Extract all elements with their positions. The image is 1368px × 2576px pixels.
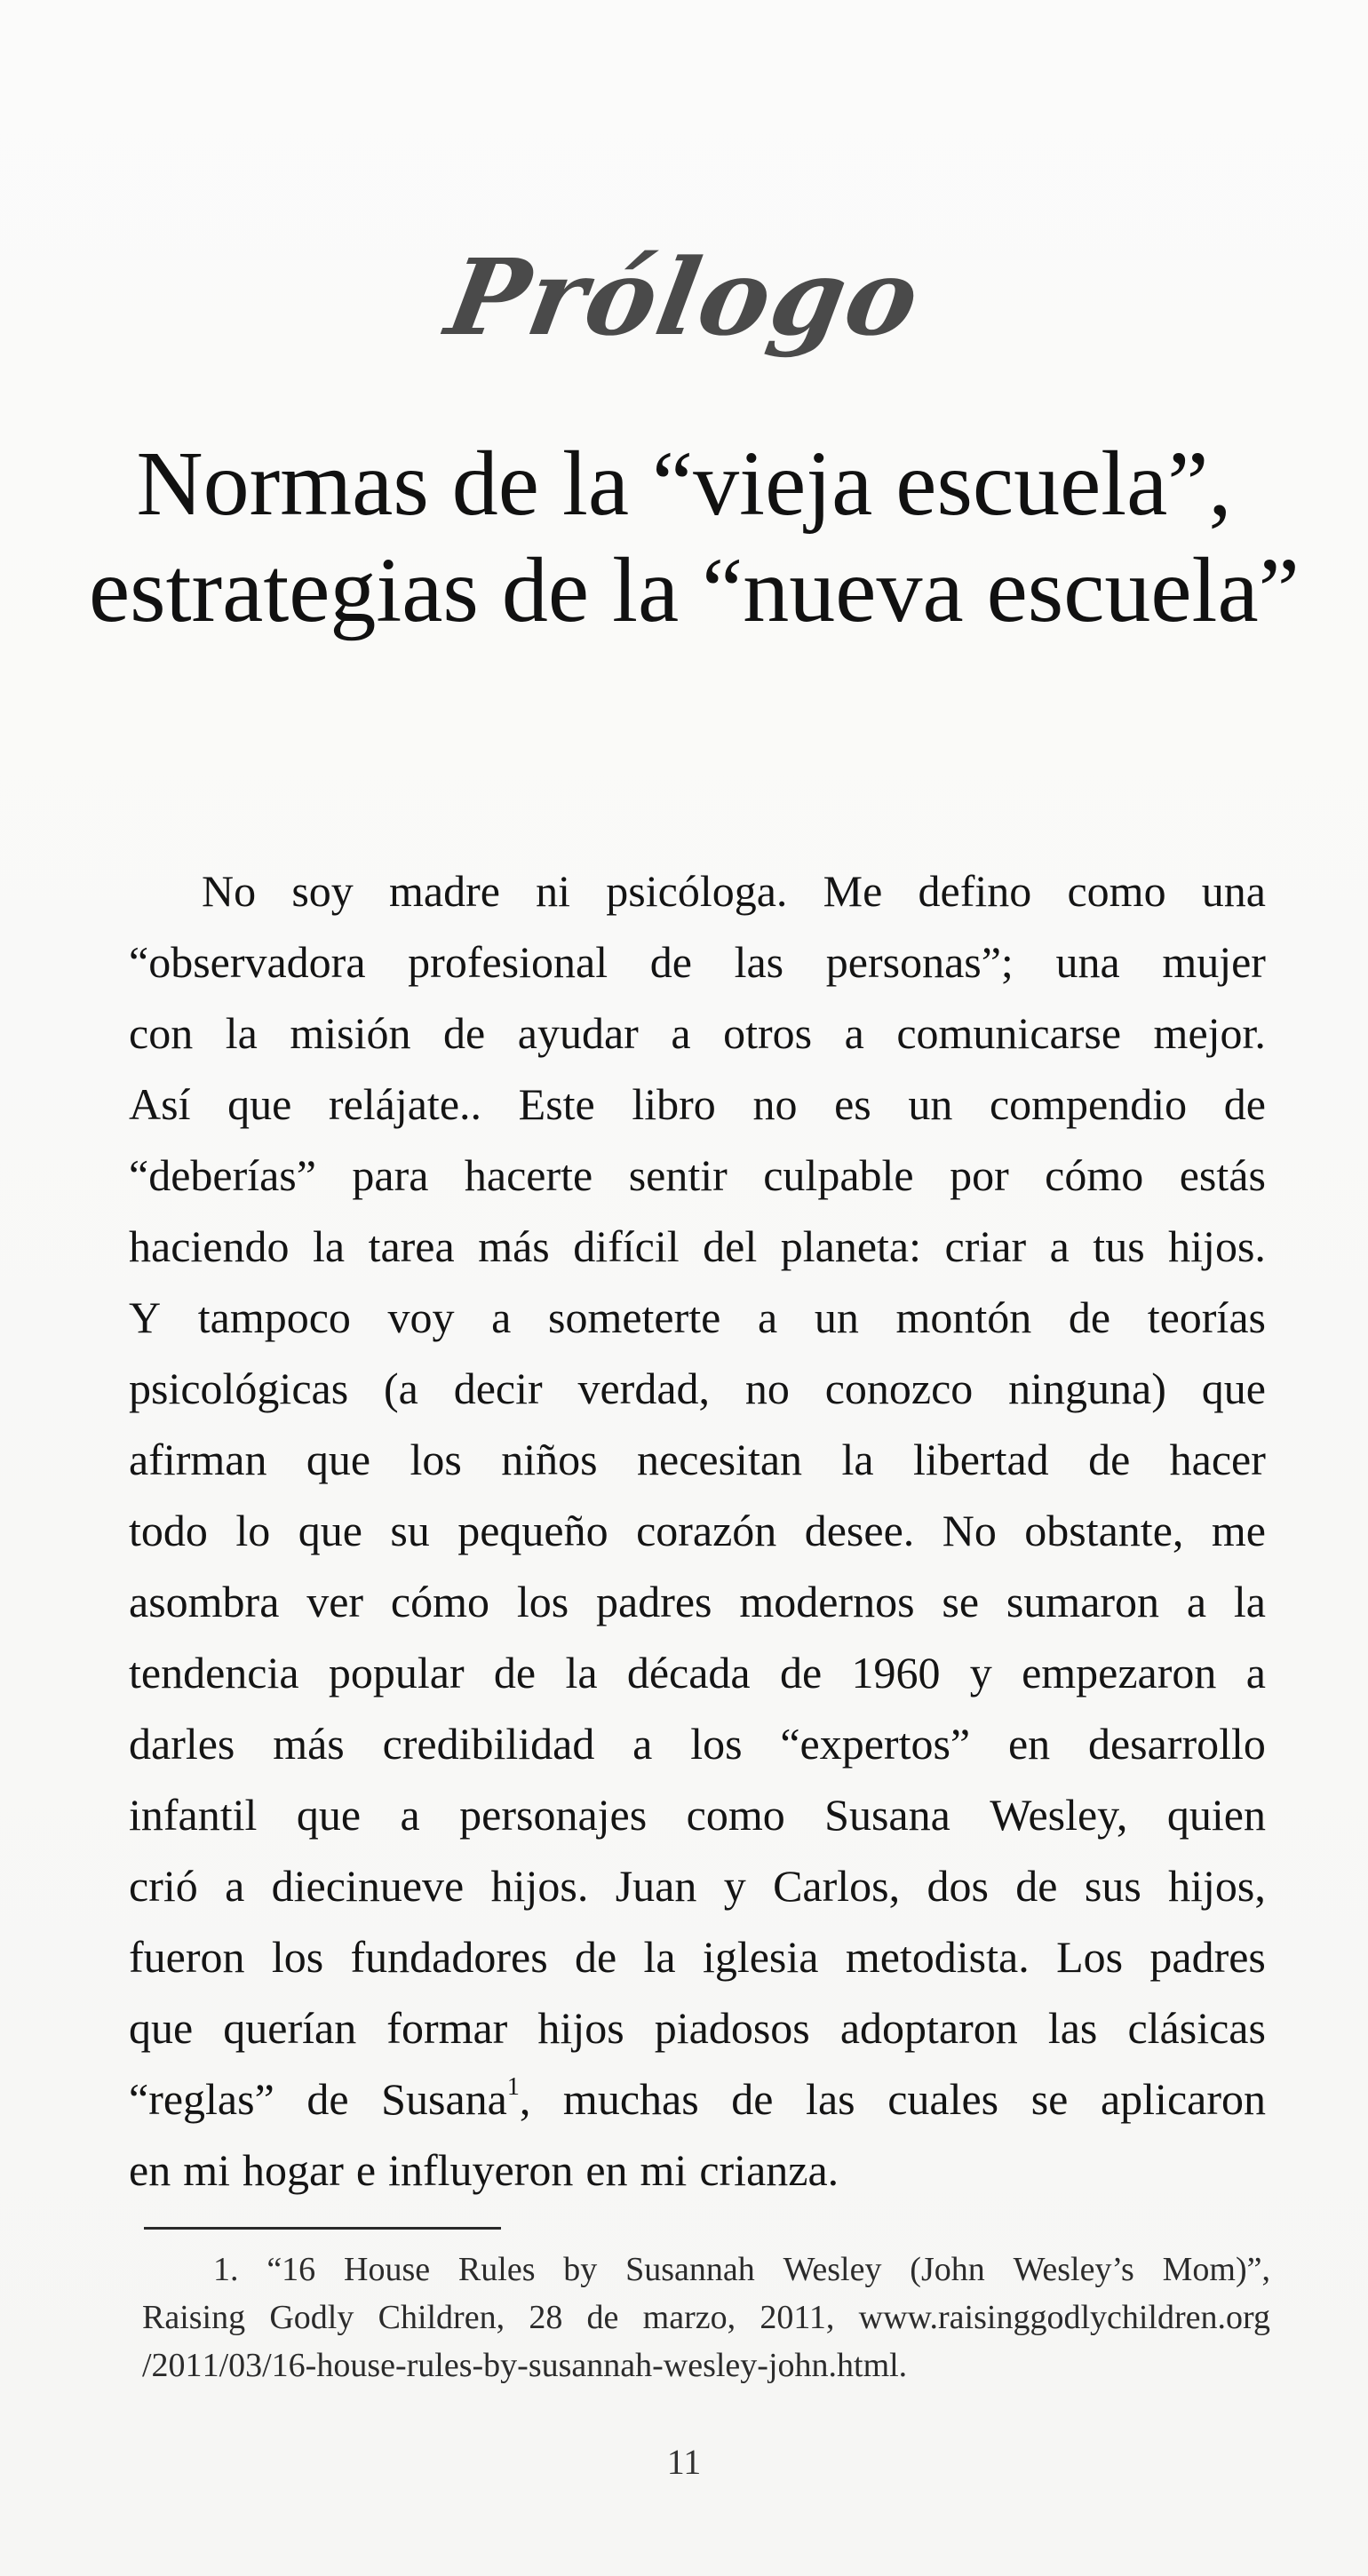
word: hogar [243,2145,344,2195]
word: someterte [547,1292,721,1342]
word: los [690,1719,743,1769]
word: tampoco [197,1292,351,1342]
body-paragraph [129,855,1266,2206]
word: afirman [129,1435,267,1484]
word: cuales [887,2074,999,2124]
word: que [306,1435,371,1484]
word: Wesley [783,2251,882,2288]
word: a [400,1790,420,1840]
word: culpable [763,1150,914,1200]
word: que [296,1790,362,1840]
word: los [516,1577,569,1626]
word: 28 [529,2299,563,2336]
word: en [129,2145,171,2195]
word: hijos [537,2003,624,2053]
text-line [129,1069,1266,1140]
footnote-divider [144,2227,501,2230]
text-line [129,1282,1266,1353]
word: la [225,1008,258,1058]
word: querían [223,2003,357,2053]
word: de [1068,1292,1111,1342]
word: sumaron [1006,1577,1160,1626]
word: la [312,1221,346,1271]
word: 1. [213,2251,239,2288]
word: Juan [615,1861,697,1911]
word: una [1201,866,1266,916]
word: credibilidad [382,1719,595,1769]
word: muchas [562,2074,699,2124]
word: 2011, [760,2299,835,2336]
word: libro [632,1079,716,1129]
word: sus [1084,1861,1141,1911]
word: popular [328,1648,465,1697]
word: cómo [390,1577,489,1626]
word: tendencia [129,1648,299,1697]
text-line [129,1353,1266,1424]
footnote-line [142,2294,1270,2341]
text-line [129,1637,1266,1708]
word: decir [453,1364,543,1413]
word: piadosos [654,2003,810,2053]
word: Wesley, [990,1790,1128,1840]
footnote-marker: 1 [506,2073,520,2101]
word: relájate.. [328,1079,482,1129]
text-line [129,1992,1266,2063]
word: iglesia [702,1932,819,1982]
word: no [744,1364,790,1413]
word: padres [1149,1932,1266,1982]
word: asombra [129,1577,280,1626]
word: Susana [824,1790,950,1840]
word: las [1047,2003,1098,2053]
word: de [1088,1435,1131,1484]
chapter-title [89,431,1300,644]
word: pequeño [457,1506,608,1555]
word: crianza. [699,2145,839,2195]
word: 1/03/16-house-rules-by-susannah-wesley-john.html. [202,2347,908,2384]
word: hijos, [1168,1861,1266,1911]
word: la [1233,1577,1266,1626]
footnote-line [142,2341,1270,2389]
word: defino [918,866,1032,916]
word: 1960 [851,1648,941,1697]
page-number: 11 [666,2442,702,2482]
word: de [649,937,692,987]
word: sentir [628,1150,728,1200]
word: de [1015,1861,1058,1911]
text-line [129,1140,1266,1211]
word: Carlos, [773,1861,901,1911]
word: tarea [368,1221,455,1271]
word: una [1055,937,1120,987]
word: Rules [457,2251,536,2288]
word: Así [129,1079,191,1129]
word: “16 [266,2251,316,2288]
word: diecinueve [271,1861,465,1911]
word: me [1211,1506,1266,1555]
chapter-title-line: Normas de la “vieja escuela”, [136,433,1232,535]
word: mi [183,2145,230,2195]
text-line [129,2063,1266,2135]
word: fueron [129,1932,245,1982]
text-line [129,855,1266,926]
word: lo [235,1506,271,1555]
word: que [298,1506,362,1555]
word: Me [823,866,883,916]
text-line [129,998,1266,1069]
word: dos [927,1861,989,1911]
word: formar [386,2003,508,2053]
word: más [273,1719,345,1769]
text-line [129,1850,1266,1921]
word: del [703,1221,758,1271]
word: hijos. [1168,1221,1266,1271]
word: que [227,1079,292,1129]
word: “expertos” [780,1719,971,1769]
word: en [585,2145,628,2195]
word: estás [1179,1150,1266,1200]
word: Susannah [625,2251,755,2288]
footnote [142,2246,1270,2389]
text-line [129,2135,1266,2206]
word: hacerte [464,1150,593,1200]
word: padres [596,1577,712,1626]
word: la [565,1648,598,1697]
word: planeta: [780,1221,922,1271]
word: década [626,1648,751,1697]
word: difícil [573,1221,680,1271]
word: by [563,2251,598,2288]
word: a [225,1861,245,1911]
word: “reglas” [129,2074,274,2124]
text-line [129,926,1266,998]
word: para [352,1150,429,1200]
word: a [491,1292,512,1342]
word: las [806,2074,855,2124]
text-line [129,1566,1266,1637]
word: a [671,1008,691,1058]
word: fundadores [350,1932,548,1982]
word: psicológicas [129,1364,349,1413]
word: quien [1166,1790,1266,1840]
word: empezaron [1022,1648,1217,1697]
footnote-line [142,2246,1270,2294]
word: profesional [408,937,608,987]
word: es [834,1079,871,1129]
word: las [734,937,784,987]
word: libertad [912,1435,1049,1484]
word: House [344,2251,431,2288]
text-line [129,1211,1266,1282]
word: a [632,1719,653,1769]
word: mejor. [1153,1008,1266,1058]
text-line [129,1779,1266,1850]
word: a [844,1008,864,1058]
word: madre [389,866,500,916]
word: marzo, [642,2299,736,2336]
word: influyeron [388,2145,574,2195]
word: que [129,2003,194,2053]
word: un [908,1079,953,1129]
word: hacer [1169,1435,1266,1484]
word: niños [501,1435,598,1484]
word: como [686,1790,785,1840]
word: compendio [989,1079,1188,1129]
word: cómo [1045,1150,1144,1200]
word: Y [129,1292,162,1342]
word: (John [910,2251,985,2288]
word: ni [536,866,571,916]
word: personajes [459,1790,648,1840]
word: en [1007,1719,1051,1769]
word: de [586,2299,619,2336]
word: “observadora [129,937,366,987]
word: de [1223,1079,1266,1129]
word: clásicas [1127,2003,1266,2053]
word: desee. [804,1506,915,1555]
word: adoptaron [839,2003,1018,2053]
word: otros [723,1008,813,1058]
word: y [723,1861,746,1911]
chapter-title-line: estrategias de la “nueva escuela” [89,539,1300,641]
word: Este [518,1079,595,1129]
word: comunicarse [896,1008,1122,1058]
word: la [841,1435,874,1484]
word: se [942,1577,980,1626]
word: personas”; [825,937,1014,987]
word: Susana$^1$, [381,2073,531,2124]
text-line [129,1424,1266,1495]
word: a [1049,1221,1070,1271]
word: de [493,1648,537,1697]
word: ver [306,1577,364,1626]
word: con [129,1008,194,1058]
word: No [202,866,257,916]
word: hijos. [490,1861,589,1911]
word: voy [387,1292,455,1342]
word: los [410,1435,462,1484]
word: de [731,2074,774,2124]
word: no [752,1079,798,1129]
word: soy [291,866,354,916]
word: Raising [142,2299,246,2336]
chapter-kicker: Prólogo [438,235,930,359]
word: obstante, [1024,1506,1184,1555]
word: misión [290,1008,411,1058]
word: su [390,1506,430,1555]
word: /201 [142,2347,203,2384]
word: Wesley’s [1013,2251,1134,2288]
word: se [1030,2074,1069,2124]
word: de [575,1932,617,1982]
word: www.raisinggodlychildren.org [858,2299,1270,2336]
word: la [643,1932,676,1982]
word: a [757,1292,778,1342]
word: mi [640,2145,688,2195]
word: necesitan [637,1435,803,1484]
word: psicóloga. [606,866,788,916]
word: de [779,1648,823,1697]
word: de [306,2074,349,2124]
word: a [1186,1577,1207,1626]
word: modernos [739,1577,915,1626]
word: de [443,1008,486,1058]
word: por [950,1150,1009,1200]
word: los [271,1932,324,1982]
text-line [129,1921,1266,1992]
word: Godly [269,2299,354,2336]
word: darles [129,1719,235,1769]
word: más [478,1221,550,1271]
word: aplicaron [1100,2074,1266,2124]
word: y [969,1648,992,1697]
word: “deberías” [129,1150,316,1200]
word: e [355,2145,377,2195]
word: todo [129,1506,208,1555]
word: crió [129,1861,198,1911]
word: teorías [1147,1292,1266,1342]
word: ayudar [517,1008,639,1058]
word: que [1201,1364,1266,1413]
word: corazón [636,1506,777,1555]
word: verdad, [577,1364,711,1413]
word: mujer [1162,937,1266,987]
word: (a [384,1364,418,1413]
word: desarrollo [1087,1719,1266,1769]
word: un [814,1292,859,1342]
word: metodista. [845,1932,1030,1982]
word: tus [1093,1221,1145,1271]
word: No [942,1506,997,1555]
word: Los [1056,1932,1124,1982]
word: Mom)”, [1162,2251,1270,2288]
word: montón [895,1292,1032,1342]
word: conozco [824,1364,974,1413]
word: a [1245,1648,1266,1697]
word: Children, [378,2299,505,2336]
word: ninguna) [1008,1364,1166,1413]
text-line [129,1708,1266,1779]
word: como [1067,866,1166,916]
word: haciendo [129,1221,290,1271]
word: criar [944,1221,1027,1271]
text-line [129,1495,1266,1566]
word: infantil [129,1790,258,1840]
